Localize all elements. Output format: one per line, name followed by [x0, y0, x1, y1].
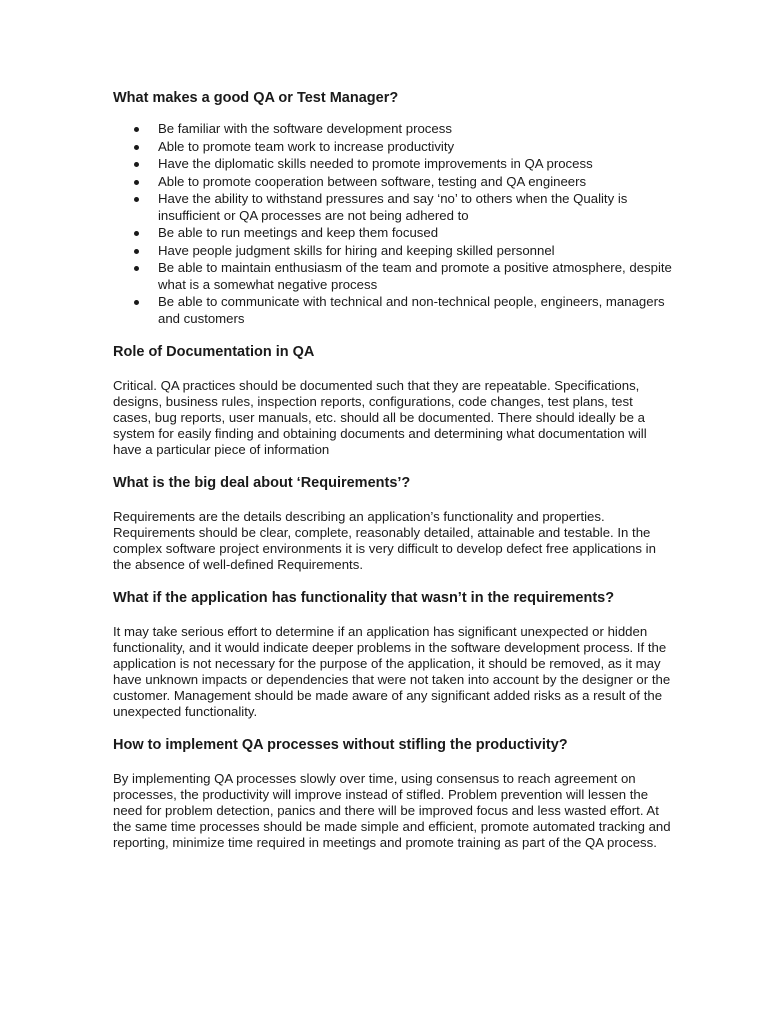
section-body-unexpected-functionality: It may take serious effort to determine if an application has significant unexpected or hidden functionality, and it would indicate deeper problems in the software development process. If the application is not necessary for the purpose of the application, it should be removed, as it may have unknown impacts or dependencies that were not taken into account by the designer or the customer. Management should be made aware of any significant added risks as a result of the unexpected functionality.	[113, 624, 671, 719]
bullet-icon	[134, 145, 139, 150]
bullet-icon	[134, 249, 139, 254]
list-item: Be able to maintain enthusiasm of the team and promote a positive atmosphere, despite what is a somewhat negative process	[113, 260, 673, 293]
bullet-icon	[134, 266, 139, 271]
section-body-implement-qa: By implementing QA processes slowly over time, using consensus to reach agreement on processes, the productivity will improve instead of stifled. Problem prevention will lessen the need for problem detection, panics and there will be improved focus and less wasted effort. At the same time processes should be made simple and efficient, promote automated tracking and reporting, minimize time required in meetings and promote training as part of the QA process.	[113, 771, 671, 850]
list-item: Be familiar with the software development process	[113, 121, 673, 138]
section-title-implement-qa: How to implement QA processes without stifling the productivity?	[113, 737, 568, 753]
section-title-unexpected-functionality: What if the application has functionality that wasn’t in the requirements?	[113, 590, 615, 606]
section-body-requirements: Requirements are the details describing an application’s functionality and properties. Requirements should be clear, complete, reasonably detailed, attainable and testable. In the complex software project environments it is very difficult to develop defect free applications in the absence of well-defined Requirements.	[113, 509, 656, 572]
qa-manager-bullet-list	[113, 121, 673, 327]
list-item: Be able to communicate with technical and non-technical people, engineers, managers and customers	[113, 294, 673, 327]
list-item: Able to promote cooperation between software, testing and QA engineers	[113, 174, 673, 191]
bullet-icon	[134, 180, 139, 185]
list-item: Have the diplomatic skills needed to promote improvements in QA process	[113, 156, 673, 173]
list-item: Be able to run meetings and keep them focused	[113, 225, 673, 242]
section-title-documentation: Role of Documentation in QA	[113, 344, 315, 360]
bullet-icon	[134, 197, 139, 202]
list-item: Have people judgment skills for hiring and keeping skilled personnel	[113, 243, 673, 260]
section-body-documentation: Critical. QA practices should be documented such that they are repeatable. Specifications, designs, business rules, inspection reports, configurations, code changes, test plans, test cases, bug reports, user manuals, etc. should all be documented. There should ideally be a system for easily finding and obtaining documents and determining what documentation will have a particular piece of information	[113, 378, 647, 457]
section-title-requirements: What is the big deal about ‘Requirements’?	[113, 475, 411, 491]
bullet-icon	[134, 231, 139, 236]
bullet-icon	[134, 162, 139, 167]
bullet-icon	[134, 127, 139, 132]
list-item: Able to promote team work to increase productivity	[113, 139, 673, 156]
list-item: Have the ability to withstand pressures and say ‘no’ to others when the Quality is insufficient or QA processes are not being adhered to	[113, 191, 673, 224]
bullet-icon	[134, 300, 139, 305]
section-title-qa-manager: What makes a good QA or Test Manager?	[113, 90, 399, 106]
document-page	[113, 88, 673, 851]
